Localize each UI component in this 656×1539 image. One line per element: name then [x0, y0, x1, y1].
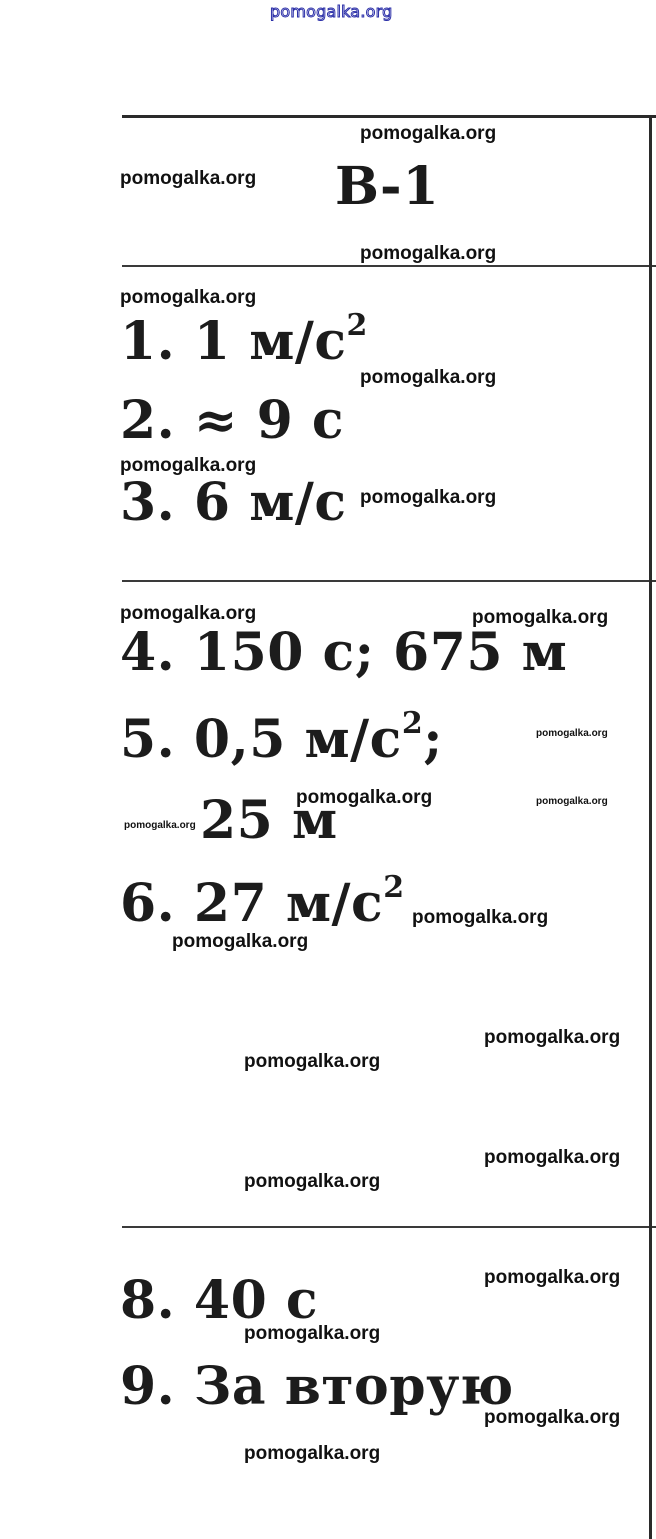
watermark: pomogalka.org	[120, 168, 257, 189]
watermark: pomogalka.org	[296, 787, 433, 808]
watermark: pomogalka.org	[244, 1323, 381, 1344]
answer-number: 5.	[120, 709, 176, 770]
watermark: pomogalka.org	[360, 487, 497, 508]
watermark: pomogalka.org	[172, 931, 309, 952]
watermark: pomogalka.org	[360, 123, 497, 144]
watermark: pomogalka.org	[120, 455, 257, 476]
row-divider-section-1	[122, 580, 656, 582]
watermark: pomogalka.org	[412, 907, 549, 928]
answer-1	[120, 308, 368, 372]
watermark: pomogalka.org	[484, 1027, 621, 1048]
answer-value: 6 м/с	[193, 472, 347, 533]
answer-9	[120, 1356, 514, 1417]
answer-8	[120, 1270, 318, 1331]
watermark: pomogalka.org	[484, 1267, 621, 1288]
watermark: pomogalka.org	[244, 1443, 381, 1464]
watermark: pomogalka.org	[244, 1171, 381, 1192]
answer-5	[120, 706, 443, 770]
answer-value: 27 м/с	[193, 873, 384, 934]
answer-3	[120, 472, 347, 533]
answer-number: 9.	[120, 1356, 176, 1417]
watermark: pomogalka.org	[536, 728, 608, 739]
watermark: pomogalka.org	[472, 607, 609, 628]
answer-exponent: 2	[383, 870, 405, 905]
answer-number: 8.	[120, 1270, 176, 1331]
answer-2	[120, 390, 344, 451]
answer-number: 2.	[120, 390, 176, 451]
variant-title: В-1	[335, 156, 440, 217]
answer-exponent: 2	[401, 706, 424, 741]
answer-value: 1 м/с	[193, 311, 347, 372]
answer-number: 4.	[120, 622, 176, 683]
watermark: pomogalka.org	[360, 367, 497, 388]
watermark: pomogalka.org	[120, 603, 257, 624]
watermark: pomogalka.org	[120, 287, 257, 308]
answer-value: 150 с; 675 м	[193, 622, 568, 683]
answer-4	[120, 622, 567, 683]
answer-number: 1.	[120, 311, 176, 372]
watermark: pomogalka.org	[124, 820, 196, 831]
watermark: pomogalka.org	[484, 1147, 621, 1168]
answer-value: 0,5 м/с	[193, 709, 402, 770]
answer-value: ≈ 9 с	[193, 390, 345, 451]
table-top-border	[122, 115, 656, 118]
watermark: pomogalka.org	[484, 1407, 621, 1428]
answer-suffix: ;	[423, 709, 443, 770]
answer-6	[120, 870, 405, 934]
watermark: pomogalka.org	[244, 1051, 381, 1072]
answer-value: За вторую	[193, 1356, 514, 1417]
row-divider-title	[122, 265, 656, 267]
table-right-border	[649, 115, 652, 1539]
row-divider-section-2	[122, 1226, 656, 1228]
answer-exponent: 2	[346, 308, 368, 343]
answer-value: 40 с	[193, 1270, 319, 1331]
answer-number: 6.	[120, 873, 176, 934]
answer-value: 25 м	[200, 790, 338, 851]
answer-number: 3.	[120, 472, 176, 533]
watermark: pomogalka.org	[536, 796, 608, 807]
watermark: pomogalka.org	[360, 243, 497, 264]
site-header-logo: pomogalka.org	[270, 2, 393, 21]
